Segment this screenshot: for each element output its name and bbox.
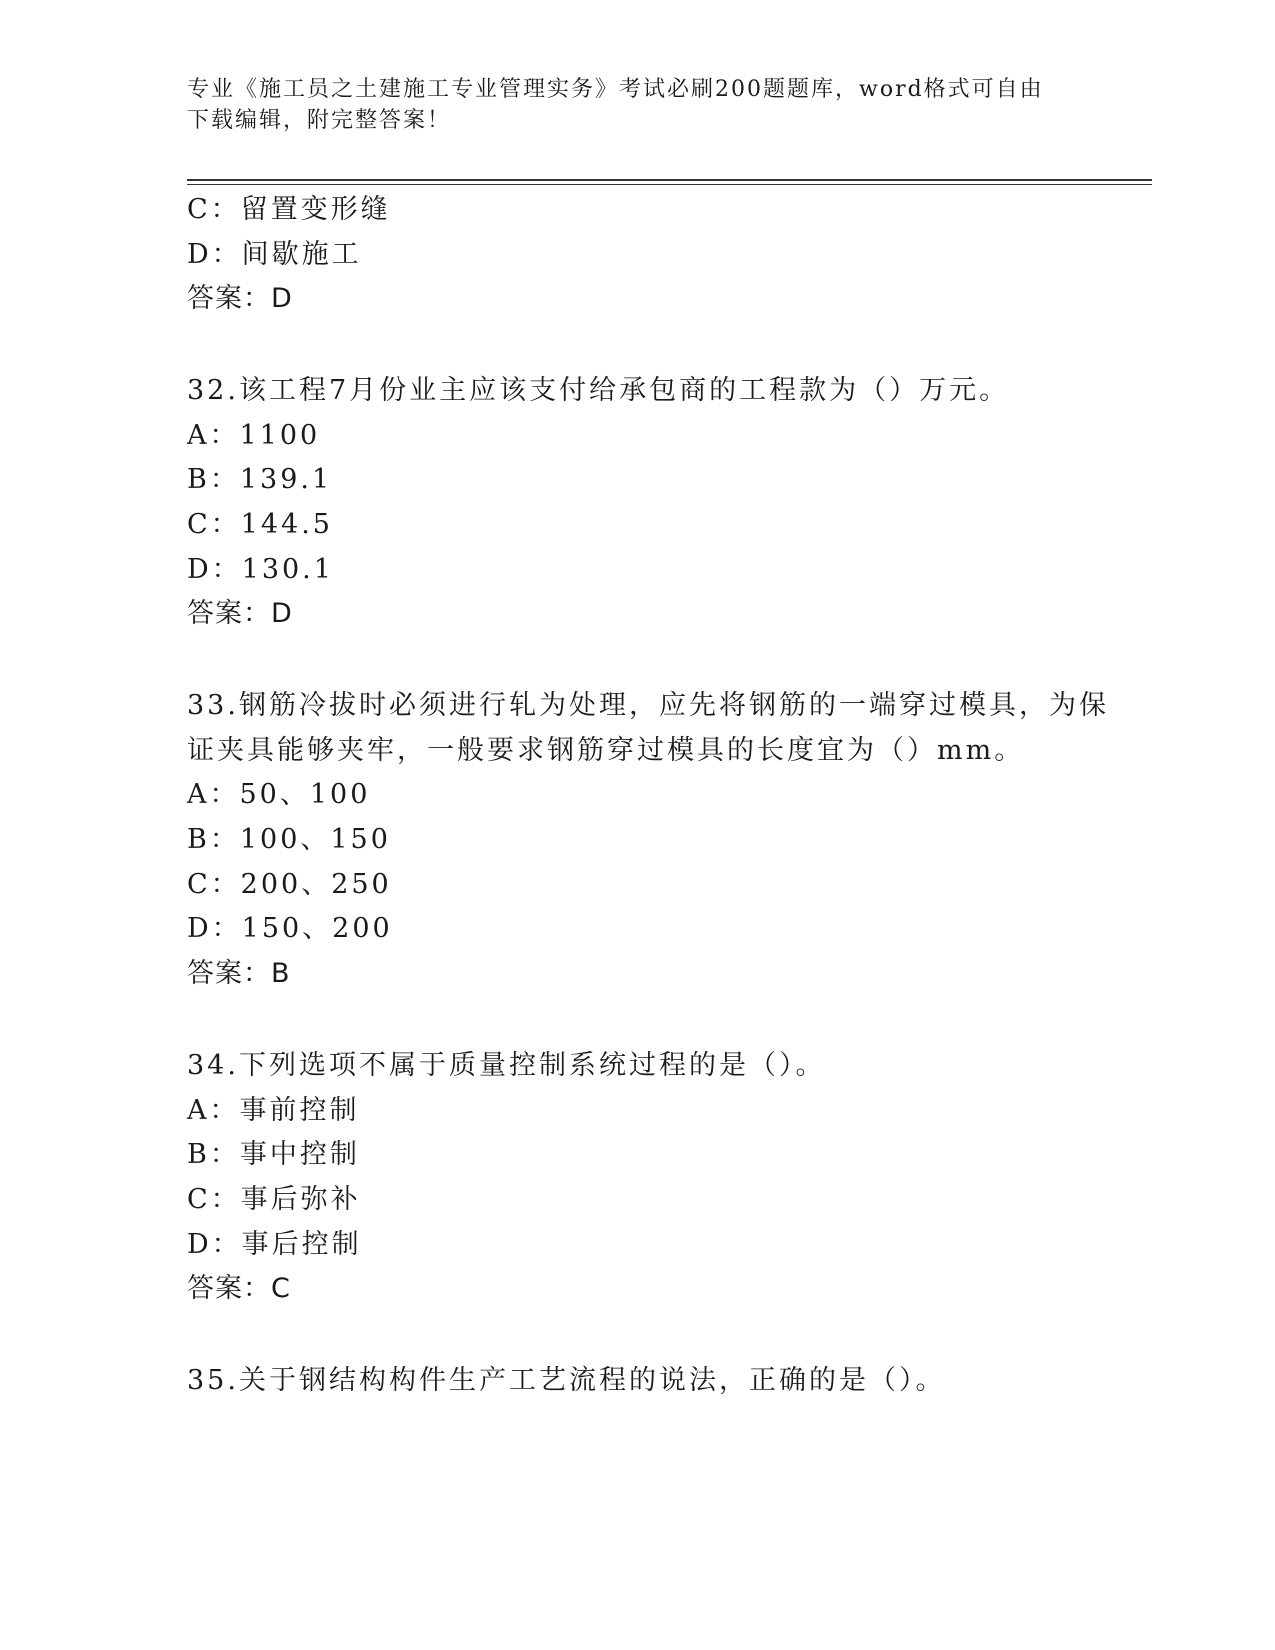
q32-option-c: C：144.5 xyxy=(187,509,333,540)
q34-option-b: B：事中控制 xyxy=(187,1139,360,1170)
q35-stem: 35.关于钢结构构件生产工艺流程的说法，正确的是（）。 xyxy=(187,1365,946,1396)
header-divider-thin xyxy=(187,184,1152,185)
q33-option-c: C：200、250 xyxy=(187,869,392,900)
q34-stem: 34.下列选项不属于质量控制系统过程的是（）。 xyxy=(187,1050,826,1081)
q33-option-d: D：150、200 xyxy=(187,913,393,944)
q34-option-a: A：事前控制 xyxy=(187,1095,360,1126)
q34-option-c: C：事后弥补 xyxy=(187,1184,361,1215)
q32-answer: 答案：D xyxy=(187,598,293,629)
q32-stem: 32.该工程7月份业主应该支付给承包商的工程款为（）万元。 xyxy=(187,375,1010,406)
q32-option-d: D：130.1 xyxy=(187,554,334,585)
q34-option-d: D：事后控制 xyxy=(187,1229,362,1260)
header-divider-thick xyxy=(187,179,1152,181)
q33-answer: 答案：B xyxy=(187,958,291,989)
header-line-2: 下载编辑，附完整答案！ xyxy=(187,108,452,133)
q34-answer: 答案：C xyxy=(187,1273,291,1304)
q33-stem-line-2: 证夹具能够夹牢，一般要求钢筋穿过模具的长度宜为（）mm。 xyxy=(187,735,1025,766)
document-header xyxy=(187,74,1067,136)
q32-option-a: A：1100 xyxy=(187,420,321,451)
prev-answer: 答案：D xyxy=(187,283,293,314)
q32-option-b: B：139.1 xyxy=(187,464,333,495)
header-line-1: 专业《施工员之土建施工专业管理实务》考试必刷200题题库，word格式可自由 xyxy=(187,77,1044,102)
q33-stem-line-1: 33.钢筋冷拔时必须进行轧为处理，应先将钢筋的一端穿过模具，为保 xyxy=(187,690,1109,721)
q33-option-a: A：50、100 xyxy=(187,779,371,810)
prev-option-c: C：留置变形缝 xyxy=(187,194,391,225)
prev-option-d: D：间歇施工 xyxy=(187,239,362,270)
q33-option-b: B：100、150 xyxy=(187,824,391,855)
